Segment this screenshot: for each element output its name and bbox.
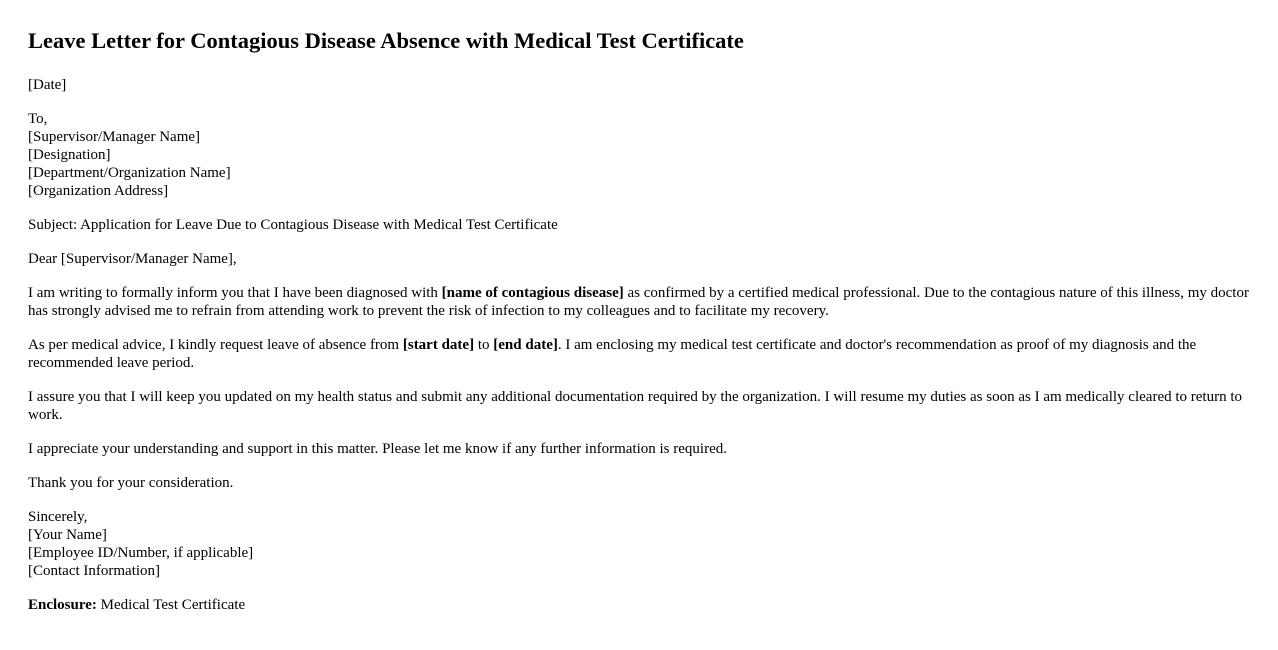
recipient-designation: [Designation] — [28, 147, 111, 163]
subject-line: Subject: Application for Leave Due to Contagious Disease with Medical Test Certificate — [28, 217, 558, 233]
paragraph-appreciation: I appreciate your understanding and support in this matter. Please let me know if any further information is required. — [28, 441, 727, 457]
enclosure-line — [28, 596, 1250, 614]
closing-thanks: Thank you for your consideration. — [28, 475, 234, 491]
paragraph-leave-request — [28, 336, 1250, 372]
paragraph-assurance: I assure you that I will keep you updated on my health status and submit any additional documentation required by the organization. I will resume my duties as soon as I am medically cleared to return to work. — [28, 389, 1242, 423]
recipient-name: [Supervisor/Manager Name] — [28, 129, 201, 145]
page-title: Leave Letter for Contagious Disease Absence with Medical Test Certificate — [28, 28, 744, 53]
enclosure-label: Enclosure: — [28, 597, 97, 613]
signature-name: [Your Name] — [28, 527, 107, 543]
paragraph-leave-text-3: . I am enclosing my medical test certificate and doctor's recommendation as proof of my diagnosis and the recommended leave period. — [28, 337, 1197, 371]
start-date-placeholder: [start date] — [402, 337, 475, 353]
paragraph-diagnosis-text-1: I am writing to formally inform you that I have been diagnosed with — [28, 285, 442, 301]
sign-off: Sincerely, — [28, 509, 88, 525]
paragraph-diagnosis — [28, 284, 1250, 320]
recipient-block — [28, 110, 1250, 200]
paragraph-diagnosis-text-2: as confirmed by a certified medical professional. Due to the contagious nature of this illness, my doctor has strongly advised me to refrain from attending work to prevent the risk of infection to my colleagues and to facilitate my recovery. — [28, 285, 1249, 319]
recipient-address: [Organization Address] — [28, 183, 169, 199]
paragraph-leave-text-1: As per medical advice, I kindly request leave of absence from — [28, 337, 403, 353]
signature-contact: [Contact Information] — [28, 563, 161, 579]
signature-employee-id: [Employee ID/Number, if applicable] — [28, 545, 254, 561]
enclosure-value: Medical Test Certificate — [96, 597, 246, 613]
recipient-to: To, — [28, 111, 48, 127]
disease-placeholder: [name of contagious disease] — [441, 285, 624, 301]
end-date-placeholder: [end date] — [493, 337, 558, 353]
signature-block — [28, 508, 1250, 580]
letter-date: [Date] — [28, 77, 67, 93]
recipient-department: [Department/Organization Name] — [28, 165, 231, 181]
paragraph-leave-text-2: to — [474, 337, 494, 353]
salutation: Dear [Supervisor/Manager Name], — [28, 251, 237, 267]
